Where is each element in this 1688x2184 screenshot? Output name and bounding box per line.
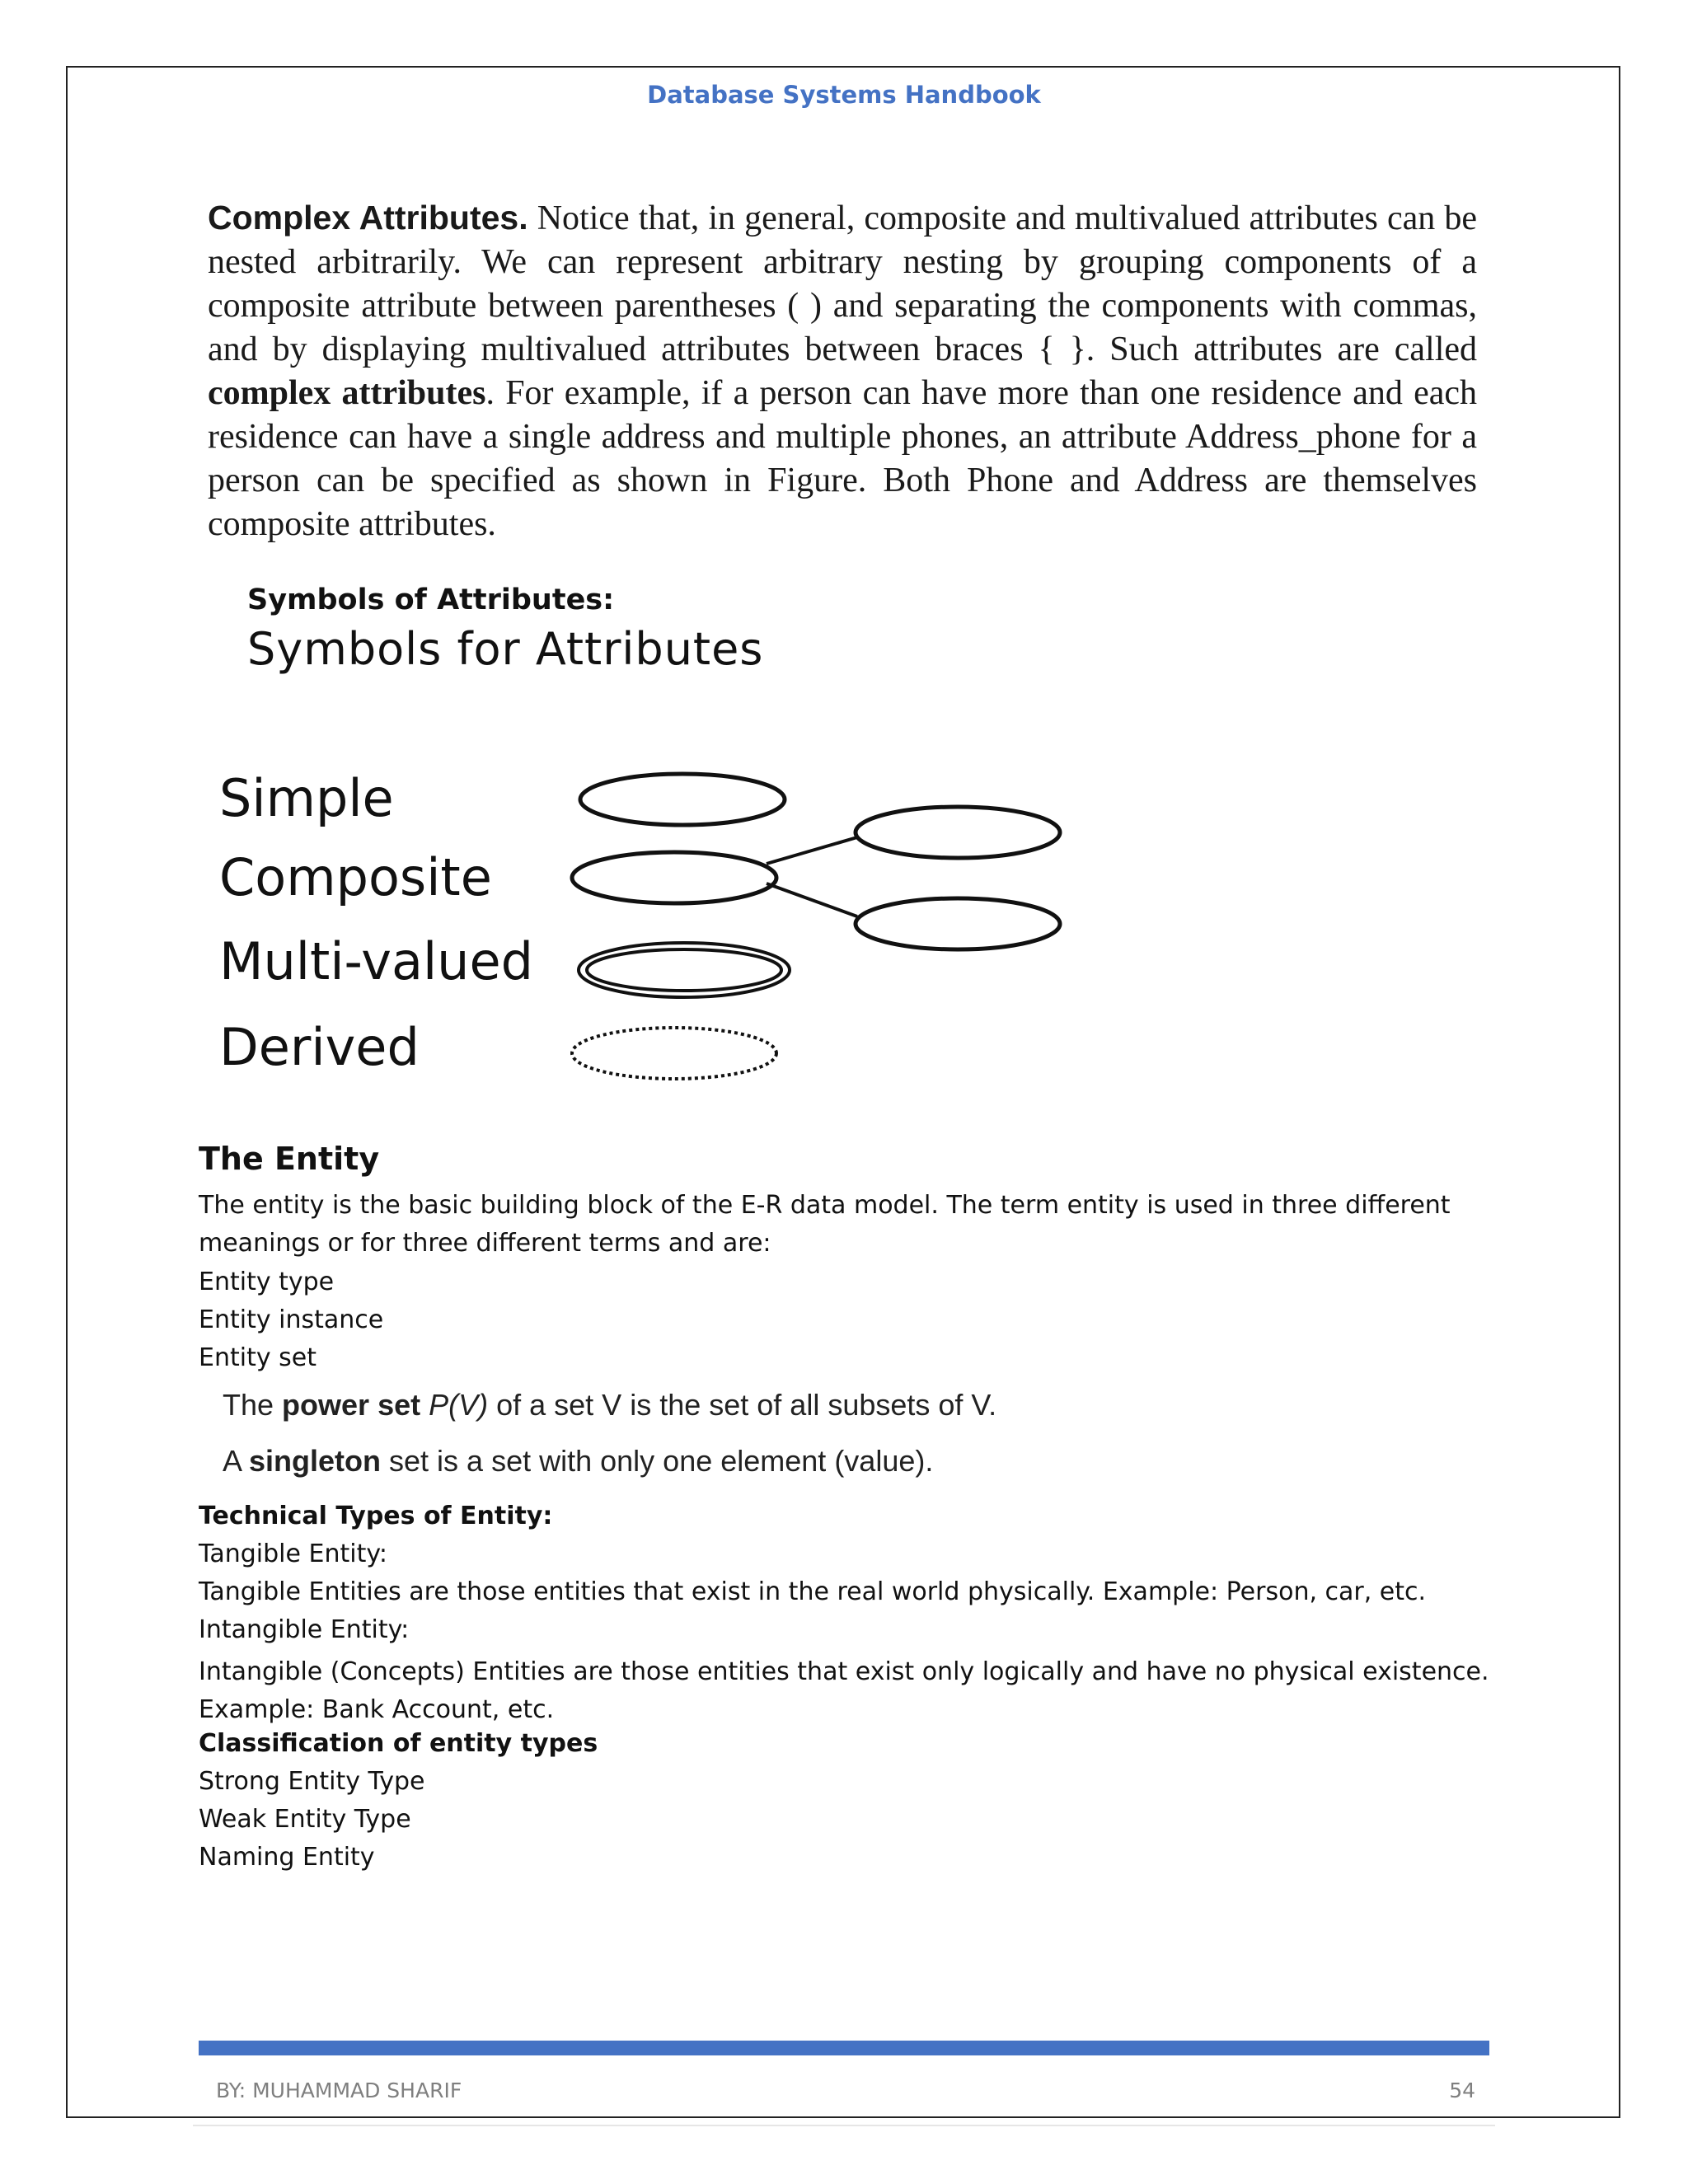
entity-heading: The Entity bbox=[199, 1141, 380, 1177]
classification-item-weak: Weak Entity Type bbox=[199, 1805, 411, 1834]
composite-ellipse bbox=[572, 852, 776, 903]
entity-item-set: Entity set bbox=[199, 1343, 316, 1372]
entity-item-type: Entity type bbox=[199, 1268, 335, 1296]
tangible-text: Tangible Entities are those entities that exist in the real world physically. Example: Person, car, etc. bbox=[199, 1577, 1427, 1606]
composite-component-ellipse-2 bbox=[856, 898, 1060, 949]
page-number: 54 bbox=[1449, 2079, 1475, 2102]
power-set-definition bbox=[223, 1388, 996, 1422]
label-derived: Derived bbox=[219, 1017, 420, 1077]
entity-item-instance: Entity instance bbox=[199, 1305, 384, 1334]
footer-bar bbox=[199, 2041, 1489, 2055]
tangible-label: Tangible Entity: bbox=[199, 1540, 388, 1568]
power-set-math: P(V) bbox=[420, 1388, 489, 1422]
intangible-text: Intangible (Concepts) Entities are those entities that exist only logically and have no physical existence. Example: Bank Account, etc. bbox=[199, 1657, 1489, 1724]
symbols-heading: Symbols of Attributes: bbox=[247, 583, 615, 616]
entity-intro: The entity is the basic building block of the E-R data model. The term entity is used in three different meanings or for three different terms and are: bbox=[199, 1191, 1451, 1258]
label-composite: Composite bbox=[219, 847, 492, 907]
complex-attributes-lead: Complex Attributes. bbox=[208, 199, 528, 237]
complex-attributes-text-1: Notice that, in general, composite and multivalued attributes can be nested arbitrarily. We can represent arbitrary nesting by grouping components of a composite attribute between parentheses ( ) and separating the components with commas, and by displaying multivalued attributes between braces { }. Such attributes are called bbox=[208, 199, 1477, 368]
singleton-post: set is a set with only one element (value). bbox=[381, 1444, 934, 1478]
multi-valued-inner-ellipse bbox=[587, 949, 781, 991]
symbols-title: Symbols for Attributes bbox=[247, 623, 764, 675]
singleton-term: singleton bbox=[249, 1444, 382, 1478]
composite-connector-upper bbox=[767, 837, 857, 864]
classification-item-strong: Strong Entity Type bbox=[199, 1767, 425, 1796]
label-simple: Simple bbox=[219, 768, 394, 828]
composite-connector-lower bbox=[767, 883, 857, 916]
classification-heading: Classification of entity types bbox=[199, 1729, 598, 1758]
intangible-label: Intangible Entity: bbox=[199, 1615, 410, 1644]
singleton-definition bbox=[223, 1444, 933, 1479]
singleton-pre: A bbox=[223, 1444, 250, 1478]
label-multi-valued: Multi-valued bbox=[219, 931, 533, 991]
derived-dashed-ellipse bbox=[572, 1028, 776, 1079]
power-set-term: power set bbox=[282, 1388, 421, 1422]
technical-heading: Technical Types of Entity: bbox=[199, 1502, 553, 1530]
complex-attributes-text-2: . For example, if a person can have more than one residence and each residence can have a single address and multiple phones, an attribute Address_phone for a person can be specified as shown in Figure. Both Phone and Address are themselves composite attributes. bbox=[208, 374, 1477, 543]
complex-attributes-term: complex attributes bbox=[208, 374, 486, 412]
simple-ellipse bbox=[580, 774, 785, 825]
footer-author: BY: MUHAMMAD SHARIF bbox=[216, 2079, 462, 2102]
footer-rule bbox=[193, 2125, 1495, 2126]
power-set-post: of a set V is the set of all subsets of V. bbox=[488, 1388, 997, 1422]
classification-item-naming: Naming Entity bbox=[199, 1843, 375, 1872]
header-title: Database Systems Handbook bbox=[647, 81, 1041, 109]
composite-component-ellipse-1 bbox=[856, 807, 1060, 858]
power-set-pre: The bbox=[223, 1388, 283, 1422]
